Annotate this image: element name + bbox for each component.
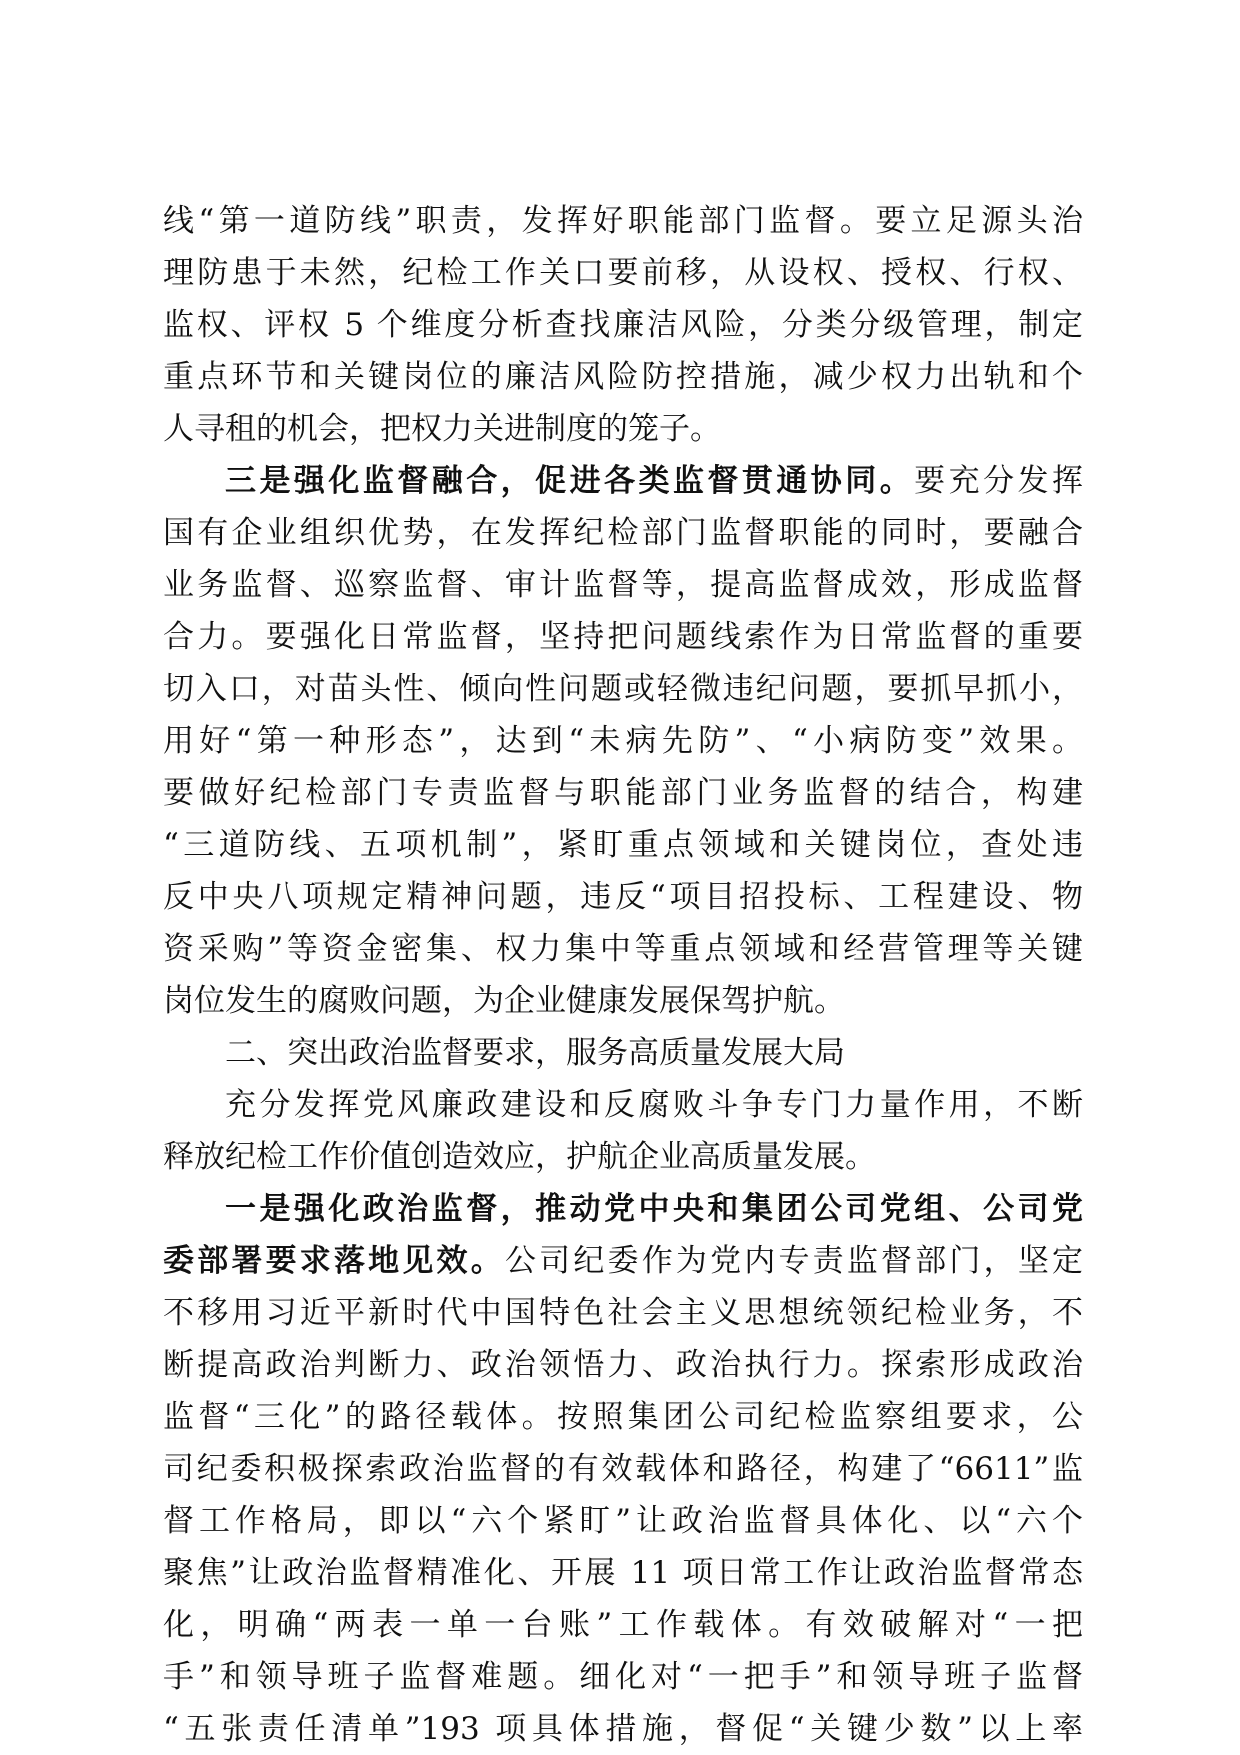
text-span: 公司纪委作为党内专责监督部门，坚定 [504,1243,1083,1279]
text-line: 岗位发生的腐败问题，为企业健康发展保驾护航。 [163,983,845,1019]
text-line: 合力。要强化日常监督，坚持把问题线索作为日常监督的重要 [163,619,1083,655]
text-line: 监督“三化”的路径载体。按照集团公司纪检监察组要求，公 [163,1399,1083,1435]
paragraph-section-intro [163,1079,1083,1183]
text-line: 聚焦”让政治监督精准化、开展 11 项日常工作让政治监督常态 [163,1555,1083,1591]
text-line: 业务监督、巡察监督、审计监督等，提高监督成效，形成监督 [163,567,1083,603]
paragraph-political-supervision [163,1183,1083,1755]
text-line: 手”和领导班子监督难题。细化对“一把手”和领导班子监督 [163,1659,1083,1695]
text-line: 理防患于未然，纪检工作关口要前移，从设权、授权、行权、 [163,255,1083,291]
text-line: “三道防线、五项机制”，紧盯重点领域和关键岗位，查处违 [163,827,1083,863]
text-line: 监权、评权 5 个维度分析查找廉洁风险，分类分级管理，制定 [163,307,1083,343]
paragraph-supervision-integration [163,455,1083,1027]
text-line: 要做好纪检部门专责监督与职能部门业务监督的结合，构建 [163,775,1083,811]
paragraph-lead-bold: 三是强化监督融合，促进各类监督贯通协同。 [225,463,915,499]
text-line: 线“第一道防线”职责，发挥好职能部门监督。要立足源头治 [163,203,1083,239]
text-line: 重点环节和关键岗位的廉洁风险防控措施，减少权力出轨和个 [163,359,1083,395]
text-line: 释放纪检工作价值创造效应，护航企业高质量发展。 [163,1139,876,1175]
text-line: “五张责任清单”193 项具体措施，督促“关键少数”以上率 [163,1711,1083,1747]
section-heading: 二、突出政治监督要求，服务高质量发展大局 [225,1035,845,1071]
text-line [163,455,1083,507]
text-line: 不移用习近平新时代中国特色社会主义思想统领纪检业务，不 [163,1295,1083,1331]
text-span: 要充分发挥 [914,463,1083,499]
text-line: 国有企业组织优势，在发挥纪检部门监督职能的同时，要融合 [163,515,1083,551]
text-line [163,1235,1083,1287]
paragraph-risk-prevention [163,195,1083,455]
text-line: 化，明确“两表一单一台账”工作载体。有效破解对“一把 [163,1607,1083,1643]
text-line: 断提高政治判断力、政治领悟力、政治执行力。探索形成政治 [163,1347,1083,1383]
text-line: 充分发挥党风廉政建设和反腐败斗争专门力量作用，不断 [225,1087,1083,1123]
text-line: 人寻租的机会，把权力关进制度的笼子。 [163,411,721,447]
text-line: 资采购”等资金密集、权力集中等重点领域和经营管理等关键 [163,931,1083,967]
text-line: 反中央八项规定精神问题，违反“项目招投标、工程建设、物 [163,879,1083,915]
paragraph-lead-bold: 一是强化政治监督，推动党中央和集团公司党组、公司党 [225,1191,1083,1227]
text-line: 司纪委积极探索政治监督的有效载体和路径，构建了“6611”监 [163,1451,1083,1487]
text-line: 督工作格局，即以“六个紧盯”让政治监督具体化、以“六个 [163,1503,1083,1539]
document-page [163,195,1083,1755]
text-line: 切入口，对苗头性、倾向性问题或轻微违纪问题，要抓早抓小， [163,671,1083,707]
text-line: 用好“第一种形态”，达到“未病先防”、“小病防变”效果。 [163,723,1083,759]
paragraph-lead-bold: 委部署要求落地见效。 [163,1243,505,1279]
